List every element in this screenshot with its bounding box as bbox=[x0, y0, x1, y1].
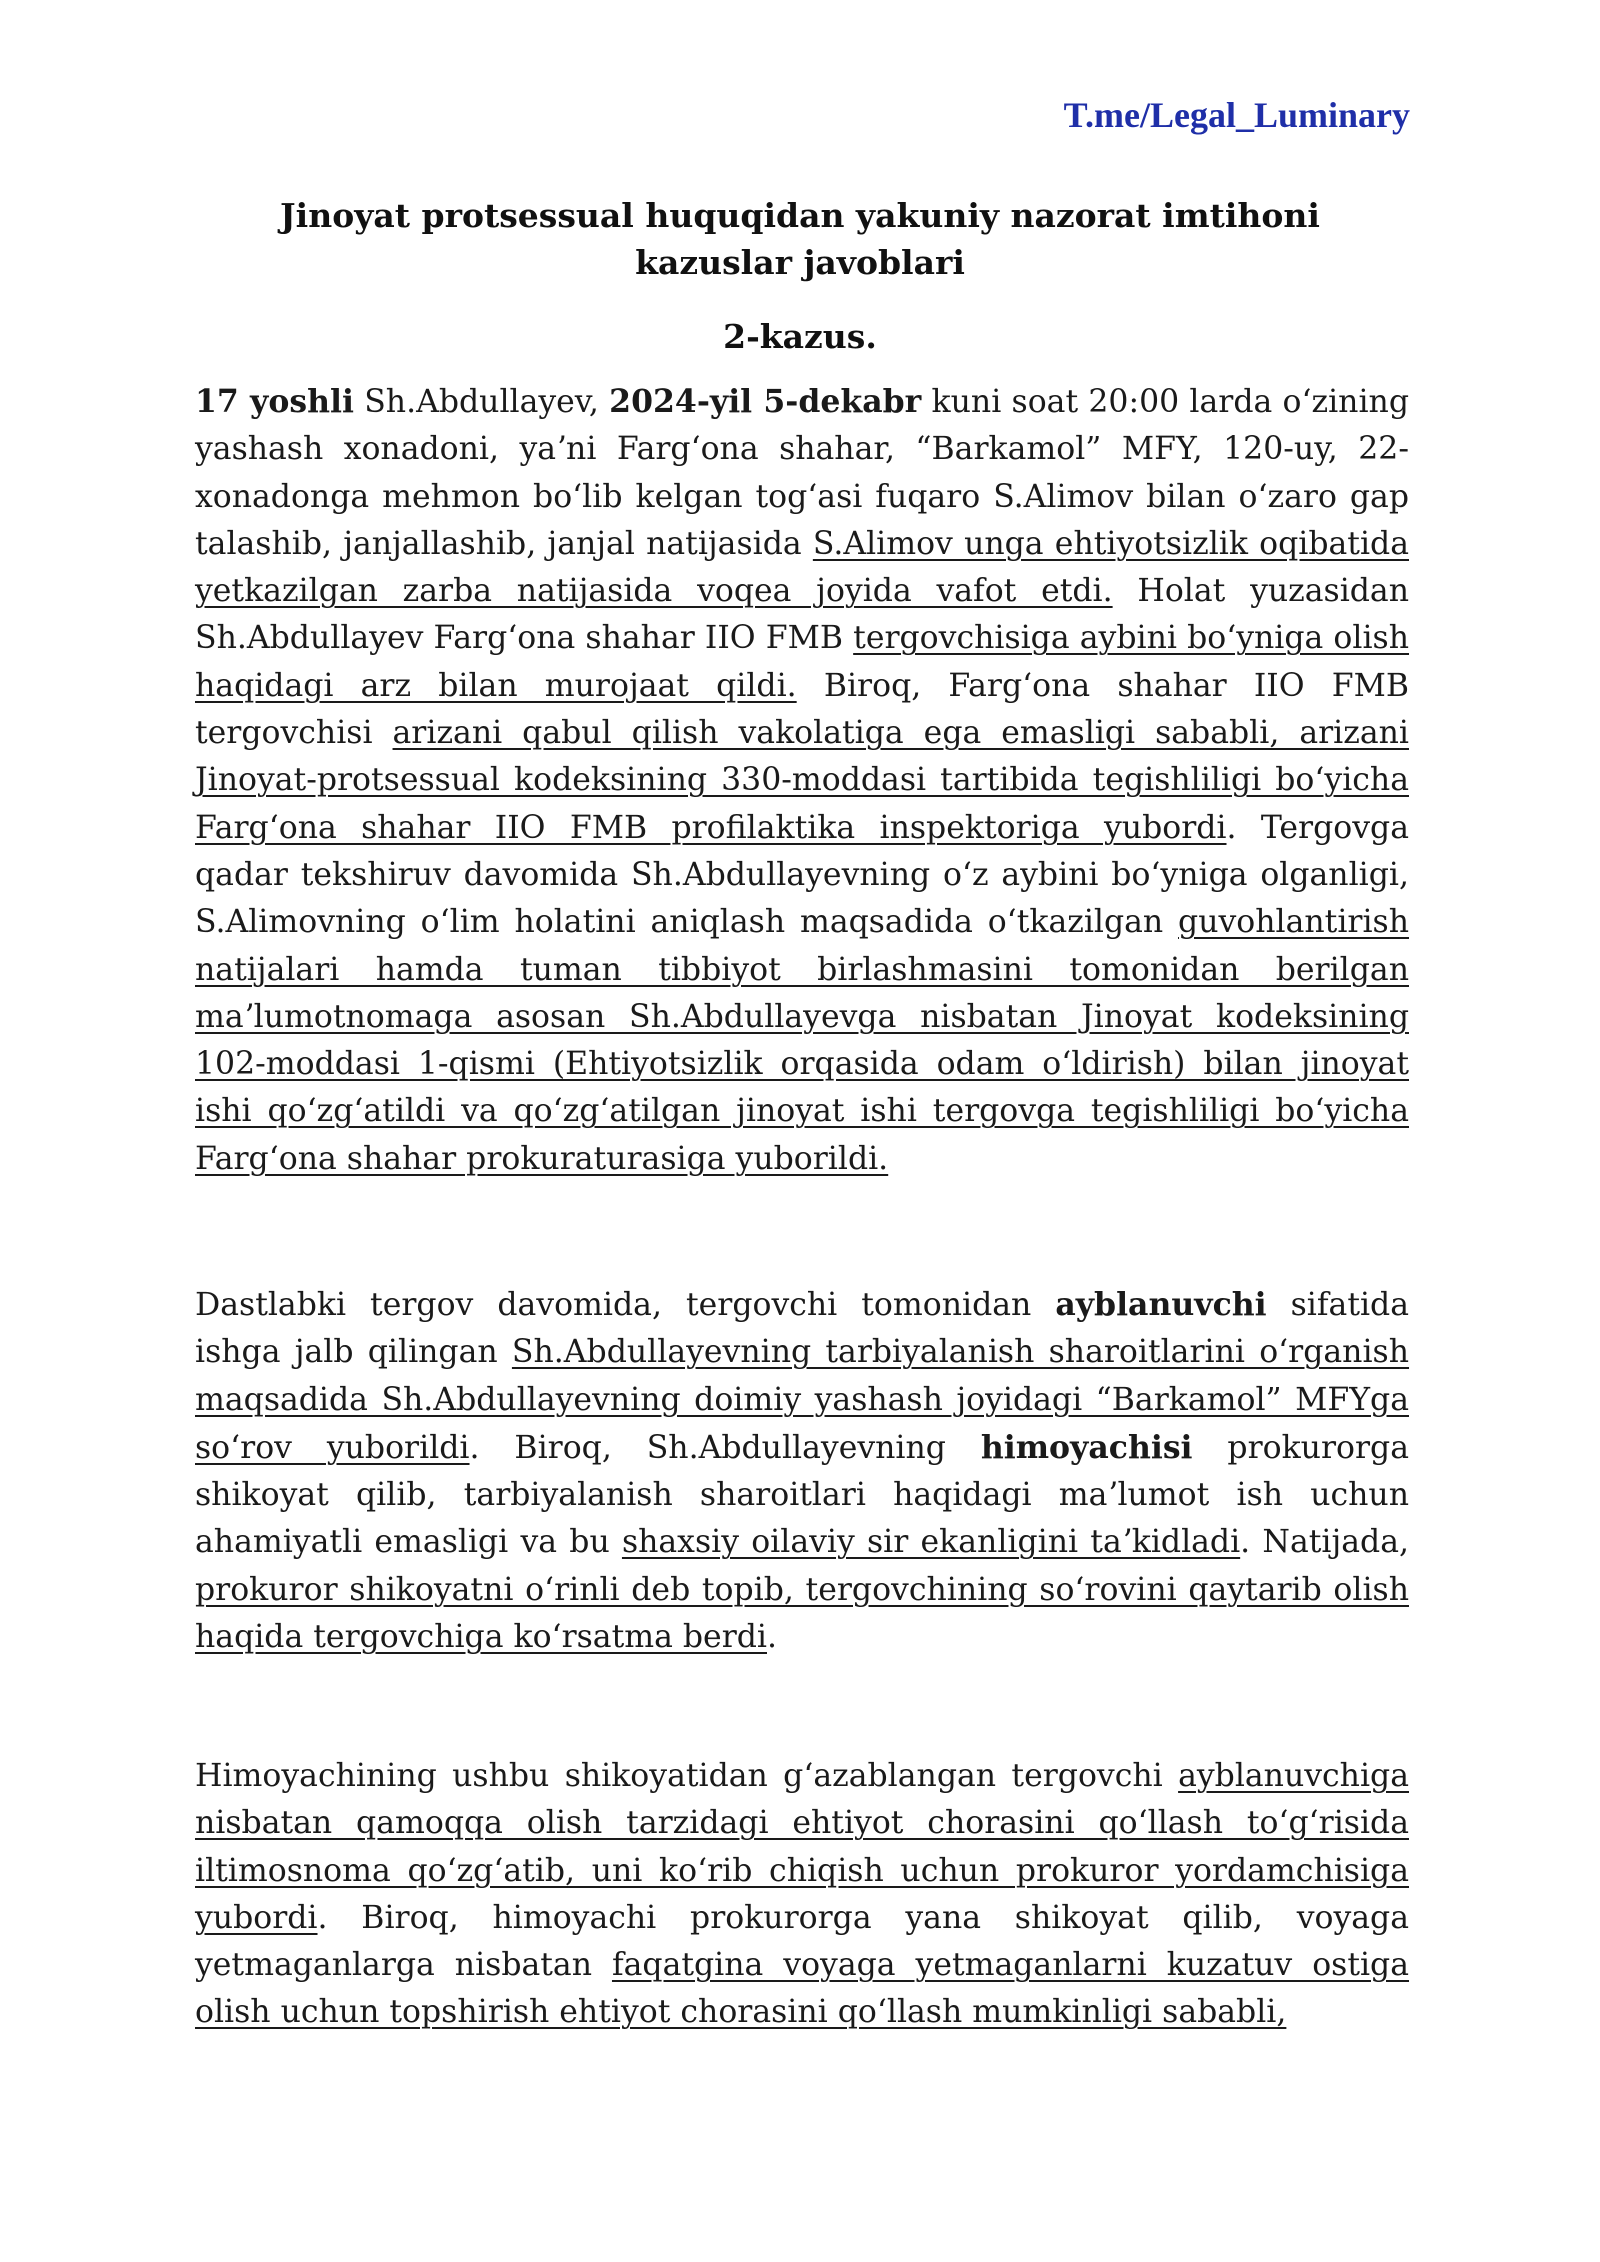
case-paragraph-1 bbox=[195, 378, 1409, 1183]
underlined-text-run: shaxsiy oilaviy sir ekanligini taʼkidladi bbox=[621, 1524, 1241, 1561]
bold-text-run: ayblanuvchi bbox=[1055, 1286, 1267, 1323]
bold-text-run: 17 yoshli bbox=[195, 383, 354, 420]
text-run: sifatida ishga jalb qilingan bbox=[195, 1287, 1409, 1371]
text-run: prokurorga shikoyat qilib, tarbiyalanish sharoitlari haqidagi maʼlumot ish uchun ahamiyatli emasligi va bu bbox=[195, 1429, 1409, 1561]
telegram-source-link[interactable]: T.me/Legal_Luminary bbox=[1063, 95, 1410, 135]
text-run: . Natijada, bbox=[1240, 1524, 1409, 1561]
text-run: . Biroq, Sh.Abdullayevning bbox=[469, 1429, 981, 1466]
underlined-text-run: prokuror shikoyatni oʻrinli deb topib, tergovchining soʻrovini qaytarib olish haqida tergovchiga koʻrsatma berdi bbox=[195, 1571, 1409, 1656]
text-run: . Tergovga qadar tekshiruv davomida Sh.Abdullayevning oʻz aybini boʻyniga olganligi, S.Alimovning oʻlim holatini aniqlash maqsadida oʻtkazilgan bbox=[195, 809, 1409, 941]
underlined-text-run: S.Alimov unga ehtiyotsizlik oqibatida yetkazilgan zarba natijasida voqea joyida vafot etdi. bbox=[195, 525, 1409, 610]
text-run: Holat yuzasidan Sh.Abdullayev Fargʻona shahar IIO FMB bbox=[195, 573, 1409, 657]
case-paragraph-2 bbox=[195, 1281, 1409, 1661]
text-run: Himoyachining ushbu shikoyatidan gʻazablangan tergovchi bbox=[195, 1758, 1179, 1794]
case-paragraph-3 bbox=[195, 1753, 1409, 2037]
bold-text-run: 2024-yil 5-dekabr bbox=[609, 383, 922, 420]
case-number-heading: 2-kazus. bbox=[723, 317, 877, 356]
text-run: kuni soat 20:00 larda oʻzining yashash xonadoni, yaʼni Fargʻona shahar, “Barkamol” MFY, 120-uy, 22-xonadonga mehmon boʻlib kelgan togʻasi fuqaro S.Alimov bilan oʻzaro gap talashib, janjallashib, janjal natijasida bbox=[195, 384, 1409, 562]
text-run: Biroq, Fargʻona shahar IIO FMB tergovchisi bbox=[195, 667, 1409, 752]
underlined-text-run: tergovchisiga aybini boʻyniga olish haqidagi arz bilan murojaat qildi. bbox=[195, 620, 1410, 704]
text-run: Sh.Abdullayev, bbox=[353, 384, 610, 420]
document-title: Jinoyat protsessual huquqidan yakuniy nazorat imtihoni kazuslar javoblari bbox=[280, 196, 1320, 282]
underlined-text-run: guvohlantirish natijalari hamda tuman tibbiyot birlashmasini tomonidan berilgan maʼlumotnomaga asosan Sh.Abdullayevga nisbatan Jinoyat kodeksining 102-moddasi 1-qismi (Ehtiyotsizlik orqasida odam oʻldirish) bilan jinoyat ishi qoʻzgʻatildi va qoʻzgʻatilgan jinoyat ishi tergovga tegishliligi boʻyicha Fargʻona shahar prokuraturasiga yuborildi. bbox=[195, 904, 1409, 1177]
underlined-text-run: faqatgina voyaga yetmaganlarni kuzatuv ostiga olish uchun topshirish ehtiyot chorasini qoʻllash mumkinligi sababli, bbox=[195, 1947, 1410, 2031]
text-run: . Biroq, himoyachi prokurorga yana shikoyat qilib, voyaga yetmaganlarga nisbatan bbox=[195, 1899, 1409, 1984]
underlined-text-run: arizani qabul qilish vakolatiga ega emasligi sababli, arizani Jinoyat-protsessual kodeksining 330-moddasi tartibida tegishliligi boʻyicha Fargʻona shahar IIO FMB profilaktika inspektoriga yubordi bbox=[195, 715, 1409, 846]
text-run: . bbox=[767, 1619, 778, 1656]
underlined-text-run: Sh.Abdullayevning tarbiyalanish sharoitlarini oʻrganish maqsadida Sh.Abdullayevning doimiy yashash joyidagi “Barkamol” MFYga soʻrov yuborildi bbox=[195, 1334, 1410, 1466]
bold-text-run: himoyachisi bbox=[980, 1428, 1193, 1466]
text-run: Dastlabki tergov davomida, tergovchi tomonidan bbox=[195, 1287, 1056, 1323]
underlined-text-run: ayblanuvchiga nisbatan qamoqqa olish tarzidagi ehtiyot chorasini qoʻllash toʻgʻrisida iltimosnoma qoʻzgʻatib, uni koʻrib chiqish uchun prokuror yordamchisiga yubordi bbox=[195, 1758, 1409, 1936]
